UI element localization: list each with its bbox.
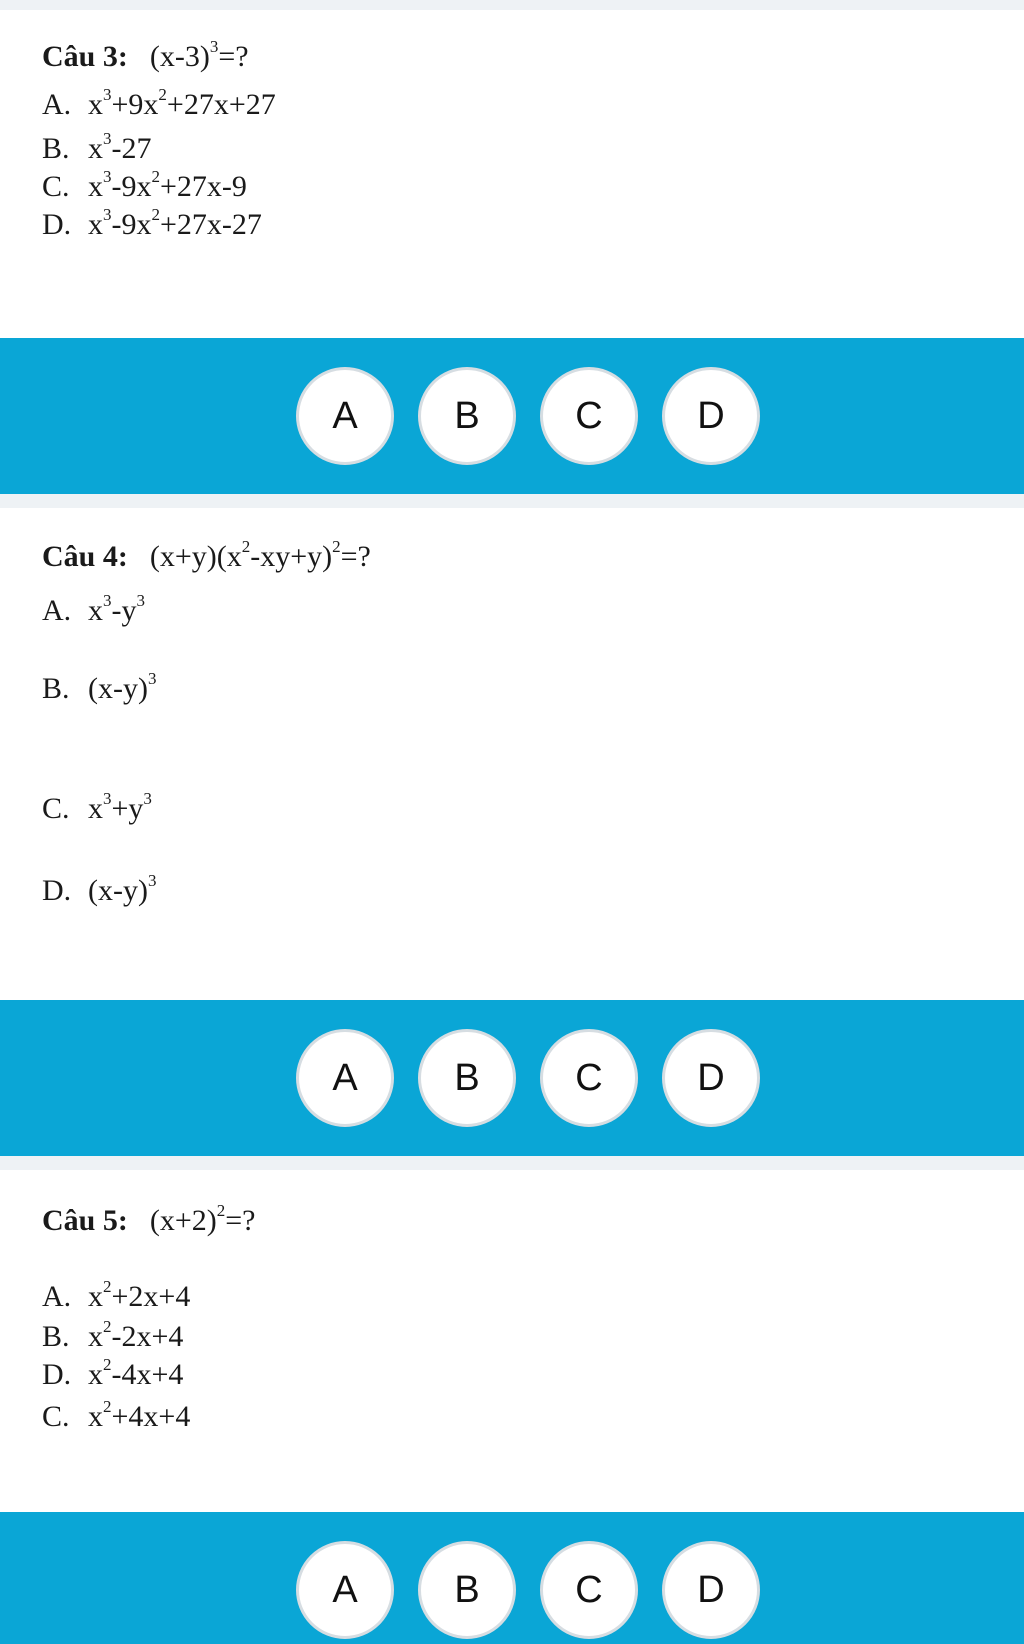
question-expression: $(x+y)(x^2-xy+y)^2=$? — [149, 537, 371, 573]
option-a: A. $x^3+9x^2+27x+27$ — [42, 85, 276, 121]
option-c: C. $x^2+4x+4$ — [42, 1397, 191, 1433]
question-title: Câu 4: $(x+y)(x^2-xy+y)^2=$? — [42, 537, 371, 573]
answer-button-c[interactable]: C — [540, 1541, 638, 1639]
question-card-5 — [0, 1170, 1024, 1512]
answer-bar-5 — [0, 1512, 1024, 1644]
answer-button-b[interactable]: B — [418, 1541, 516, 1639]
option-b: B. $x^2-2x+4$ — [42, 1317, 184, 1353]
answer-button-d[interactable]: D — [662, 367, 760, 465]
option-a: A. $x^2+2x+4$ — [42, 1277, 191, 1313]
answer-button-d[interactable]: D — [662, 1029, 760, 1127]
question-expression: $(x+2)^2=$? — [149, 1201, 256, 1237]
option-b: B. $x^3-27$ — [42, 129, 152, 165]
question-card-3 — [0, 10, 1024, 338]
answer-bar-3 — [0, 338, 1024, 494]
answer-button-c[interactable]: C — [540, 367, 638, 465]
answer-button-a[interactable]: A — [296, 1029, 394, 1127]
answer-bar-4 — [0, 1000, 1024, 1156]
question-title: Câu 5: $(x+2)^2=$? — [42, 1201, 256, 1237]
option-d: D. $x^2-4x+4$ — [42, 1355, 184, 1391]
option-d: D. $x^3-9x^2+27x-27$ — [42, 205, 262, 241]
answer-button-b[interactable]: B — [418, 1029, 516, 1127]
answer-button-a[interactable]: A — [296, 367, 394, 465]
question-card-4 — [0, 508, 1024, 1000]
question-title: Câu 3: $(x-3)^3=$? — [42, 37, 249, 73]
question-expression: $(x-3)^3=$? — [149, 37, 249, 73]
option-c: C. $x^3-9x^2+27x-9$ — [42, 167, 247, 203]
answer-button-c[interactable]: C — [540, 1029, 638, 1127]
option-d: D. $(x-y)^3$ — [42, 871, 157, 907]
option-c: C. $x^3+y^3$ — [42, 789, 152, 825]
answer-button-d[interactable]: D — [662, 1541, 760, 1639]
answer-button-a[interactable]: A — [296, 1541, 394, 1639]
option-b: B. $(x-y)^3$ — [42, 669, 157, 705]
answer-button-b[interactable]: B — [418, 367, 516, 465]
option-a: A. $x^3-y^3$ — [42, 591, 145, 627]
